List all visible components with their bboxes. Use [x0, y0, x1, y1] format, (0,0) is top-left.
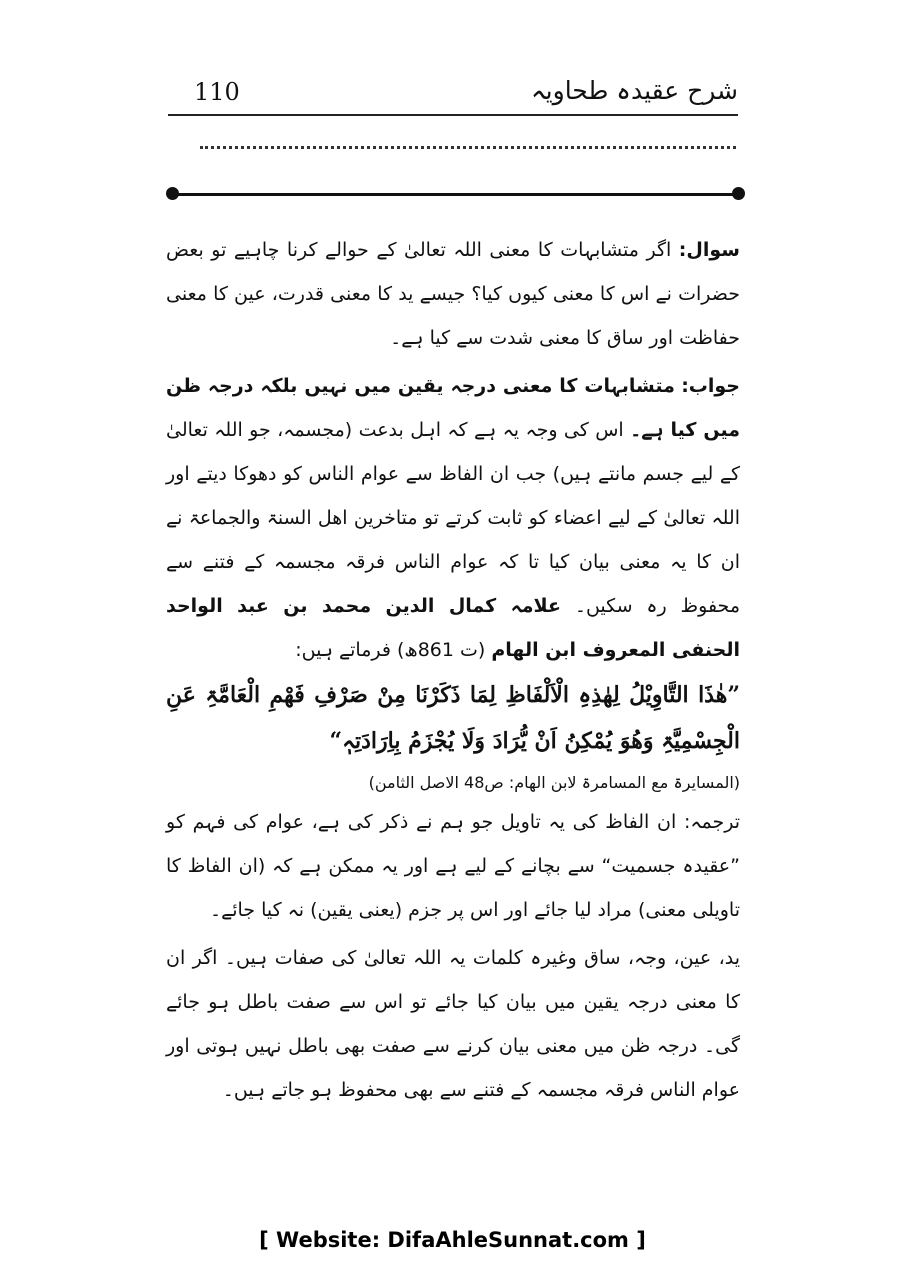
answer-paragraph: [166, 364, 740, 672]
book-title: شرح عقیدہ طحاویہ: [531, 76, 738, 105]
answer-label: جواب:: [681, 375, 740, 397]
question-text: اگر متشابہات کا معنی اللہ تعالیٰ کے حوالے کرنا چاہیے تو بعض حضرات نے اس کا معنی کیوں کیا؟ جیسے ید کا معنی قدرت، عین کا معنی حفاظت اور ساق کا معنی شدت سے کیا ہے۔: [166, 239, 740, 349]
page-body: [166, 228, 740, 1112]
page-header: [168, 76, 738, 114]
answer-bold-text: متشابہات کا معنی درجہ یقین میں نہیں بلکہ درجہ ظن میں کیا ہے۔: [166, 375, 740, 441]
ornament-divider: [172, 193, 738, 196]
scholar-date: (ت 861ھ) فرماتے ہیں:: [295, 639, 486, 661]
answer-text: اس کی وجہ یہ ہے کہ اہل بدعت (مجسمہ، جو اللہ تعالیٰ کے لیے جسم مانتے ہیں) جب ان الفاظ سے عوام الناس کو دھوکا دیتے اور اللہ تعالیٰ کے لیے اعضاء کو ثابت کرتے تو متاخرین اھل السنۃ والجماعۃ نے ان کا یہ معنی بیان کیا تا کہ عوام الناس فرقہ مجسمہ کے فتنے سے محفوظ رہ سکیں۔: [166, 419, 740, 617]
website-footer: [ Website: DifaAhleSunnat.com ]: [259, 1228, 646, 1252]
dotted-separator: [200, 146, 736, 149]
arabic-quote: ”ھٰذَا التَّاوِیْلُ لِھٰذِہِ الْاَلْفَاظِ لِمَا ذَکَرْنَا مِنْ صَرْفِ فَھْمِ الْعَامَّۃِ عَنِ الْجِسْمِیَّۃِ وَھُوَ یُمْکِنُ اَنْ یُّرَادَ وَلَا یُجْزَمُ بِاِرَادَتِہٖ“: [166, 682, 740, 754]
header-rule: [168, 114, 738, 116]
divider-left-dot: [166, 187, 179, 200]
translation-paragraph: ترجمہ: ان الفاظ کی یہ تاویل جو ہم نے ذکر کی ہے، عوام کی فہم کو ”عقیدہ جسمیت“ سے بچانے کے لیے ہے اور یہ ممکن ہے کہ (ان الفاظ کا تاویلی معنی) مراد لیا جائے اور اس پر جزم (یعنی یقین) نہ کیا جائے۔: [166, 811, 740, 921]
page-number: 110: [194, 78, 240, 106]
scholar-name: علامہ کمال الدین محمد بن عبد الواحد الحنفی المعروف ابن الھام: [166, 595, 740, 661]
quote-reference: (المسایرۃ مع المسامرۃ لابن الھام: ص48 الاصل الثامن): [368, 773, 740, 792]
question-paragraph: [166, 228, 740, 360]
question-label: سوال:: [678, 239, 740, 261]
closing-paragraph: ید، عین، وجہ، ساق وغیرہ کلمات یہ اللہ تعالیٰ کی صفات ہیں۔ اگر ان کا معنی درجہ یقین میں بیان کیا جائے تو اس سے صفت باطل ہو جائے گی۔ درجہ ظن میں معنی بیان کرنے سے صفت بھی باطل نہیں ہوتی اور عوام الناس فرقہ مجسمہ کے فتنے سے بھی محفوظ ہو جاتے ہیں۔: [166, 947, 740, 1101]
divider-right-dot: [732, 187, 745, 200]
